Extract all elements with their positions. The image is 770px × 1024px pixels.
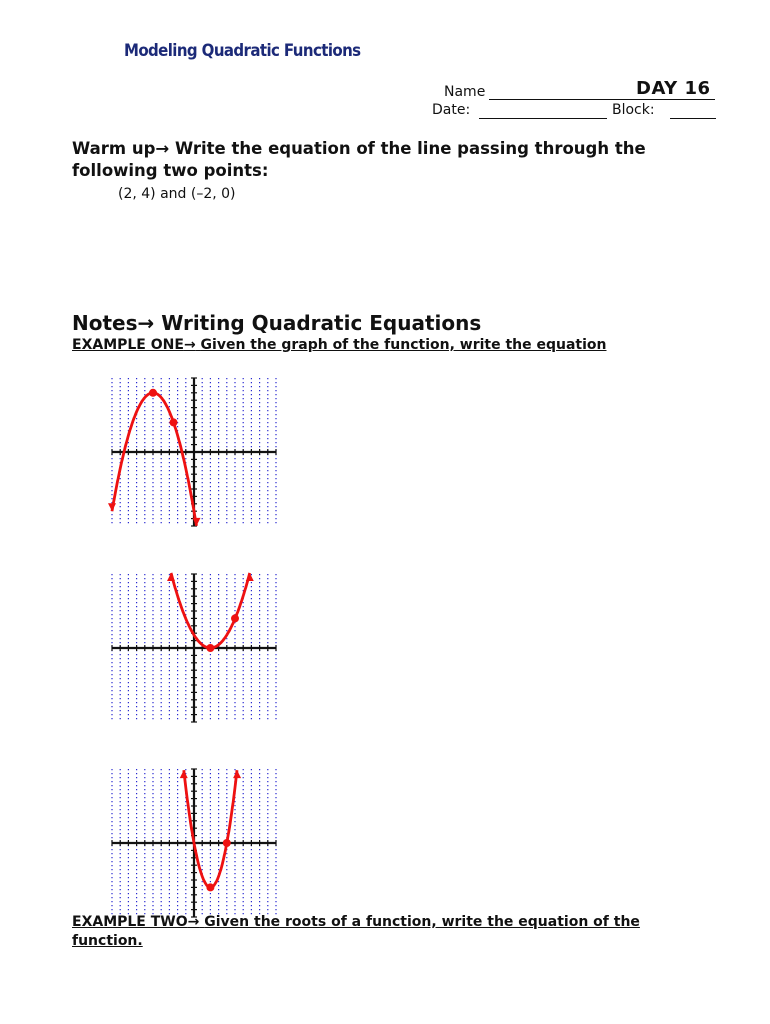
date-label: Date: xyxy=(432,102,471,118)
vertex-point xyxy=(149,389,157,397)
vertex-point xyxy=(206,883,214,891)
arrow-icon: → xyxy=(183,337,196,353)
block-label: Block: xyxy=(612,102,655,118)
curve-arrow-icon xyxy=(180,770,188,778)
parabola-graph-3 xyxy=(106,763,282,923)
graph-point xyxy=(170,418,178,426)
graph-point xyxy=(231,614,239,622)
example-two-text: Given the roots of a function, write the equation of the function. xyxy=(72,914,640,949)
block-blank-line xyxy=(670,118,716,119)
graph-svg xyxy=(106,568,282,728)
curve-arrow-icon xyxy=(246,573,254,581)
graph-svg xyxy=(106,763,282,923)
graph-point xyxy=(223,839,231,847)
warmup-prompt xyxy=(72,138,712,182)
warmup-label: Warm up xyxy=(72,139,156,158)
curve-arrow-icon xyxy=(167,573,175,581)
name-label: Name xyxy=(444,84,486,100)
notes-heading xyxy=(72,311,481,335)
example-two-heading xyxy=(72,913,712,951)
example-one-label: EXAMPLE ONE xyxy=(72,337,184,353)
parabola-graph-1 xyxy=(106,372,282,532)
name-blank-line xyxy=(489,99,715,100)
notes-title: Writing Quadratic Equations xyxy=(161,311,482,335)
example-one-heading xyxy=(72,337,607,353)
parabola-graph-2 xyxy=(106,568,282,728)
example-one-text: Given the graph of the function, write the equation xyxy=(200,337,607,353)
vertex-point xyxy=(206,644,214,652)
graph-svg xyxy=(106,372,282,532)
curve-arrow-icon xyxy=(233,770,241,778)
curve-arrow-icon xyxy=(108,503,116,511)
date-blank-line xyxy=(479,118,607,119)
warmup-points: (2, 4) and (–2, 0) xyxy=(118,186,236,202)
arrow-icon: → xyxy=(187,914,200,930)
example-two-label: EXAMPLE TWO xyxy=(72,914,188,930)
notes-label: Notes xyxy=(72,311,138,335)
warmup-text: Write the equation of the line passing through the following two points: xyxy=(72,139,646,180)
worksheet-title: Modeling Quadratic Functions xyxy=(124,40,361,61)
parabola-curve xyxy=(112,393,197,526)
arrow-icon: → xyxy=(137,311,155,335)
day-label: DAY 16 xyxy=(636,78,711,99)
arrow-icon: → xyxy=(155,139,170,158)
